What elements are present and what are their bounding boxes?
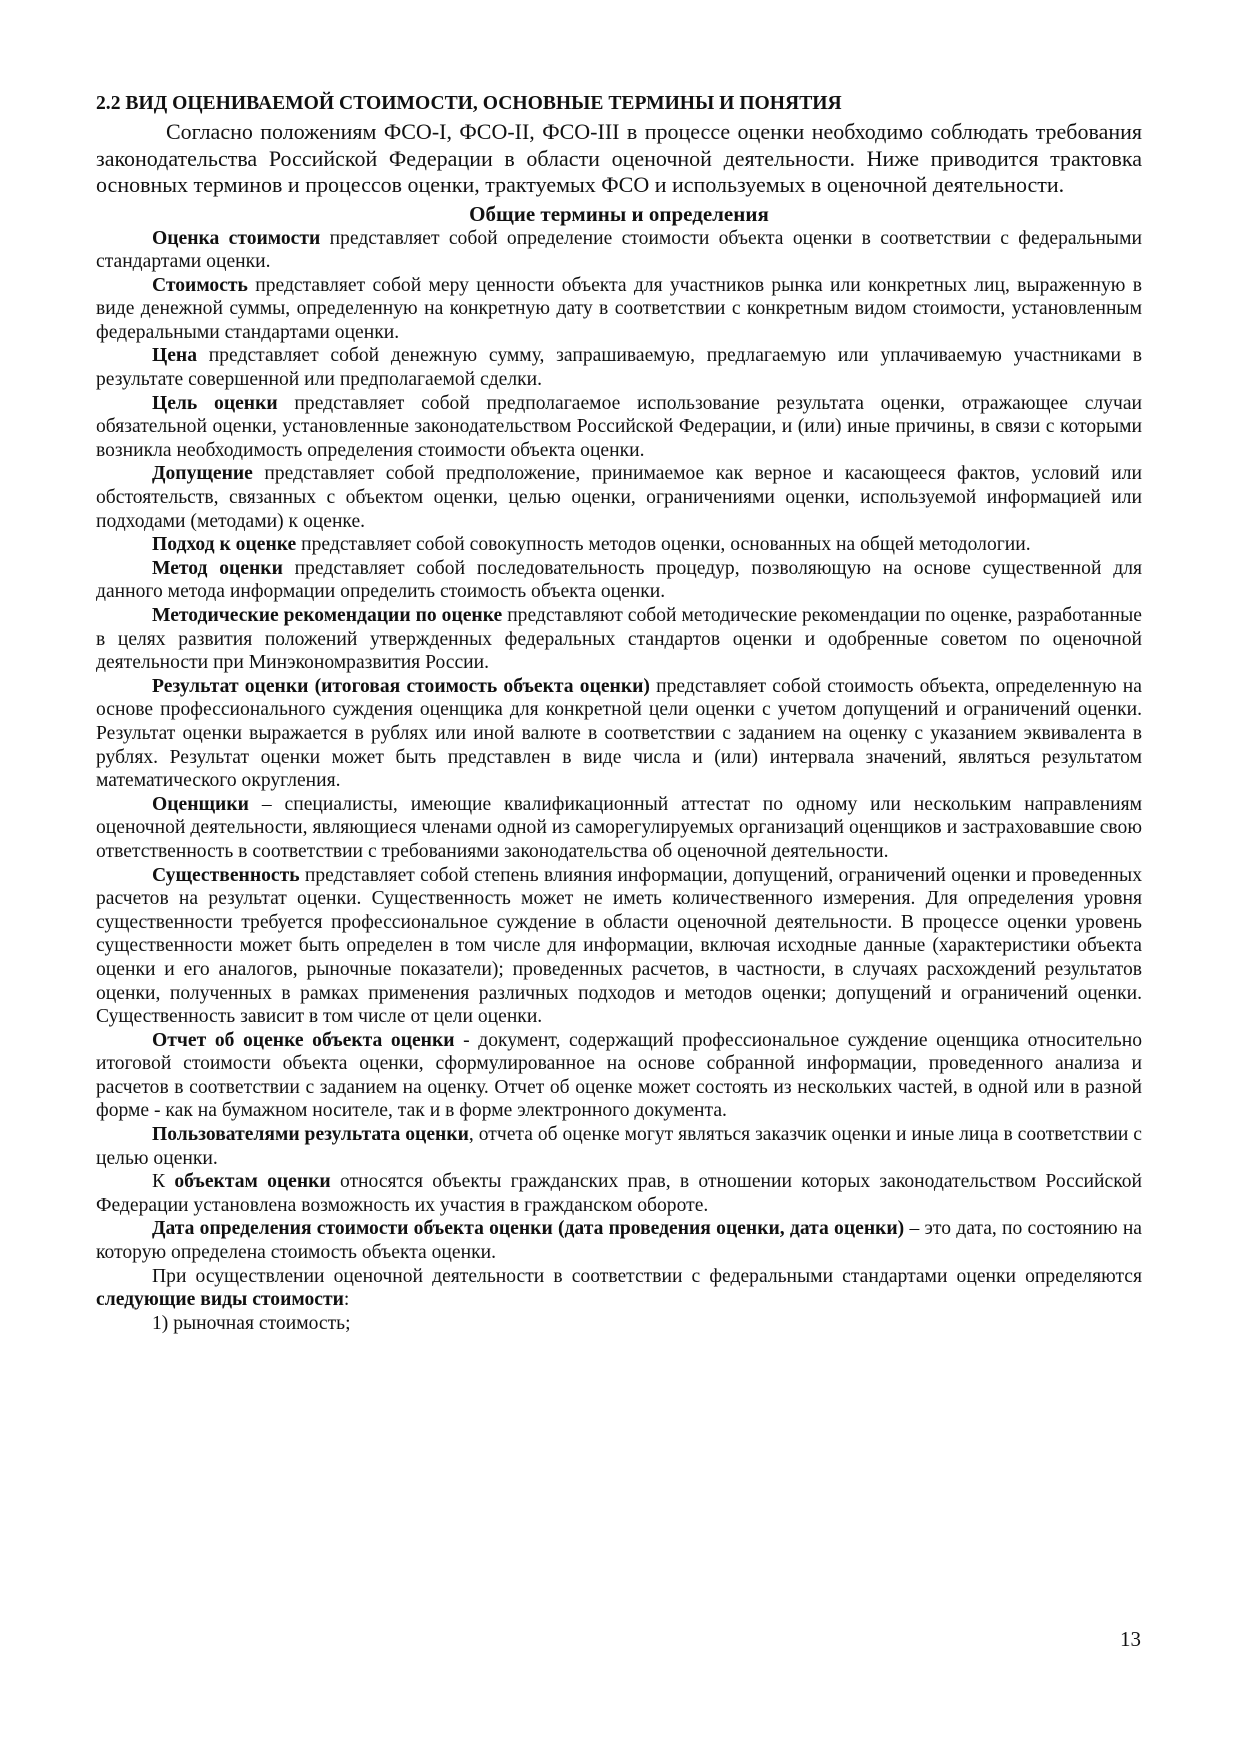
definition-paragraph bbox=[96, 1170, 1142, 1217]
definition-term: Цена bbox=[152, 345, 198, 367]
definition-text: представляет собой определение стоимости объекта оценки в соответствии с федеральными стандартами оценки. bbox=[96, 227, 1142, 273]
definition-paragraph bbox=[96, 344, 1142, 391]
definition-paragraph bbox=[96, 1029, 1142, 1123]
definition-paragraph bbox=[96, 1265, 1142, 1312]
definition-text: представляет собой последовательность процедур, позволяющую на основе существенной для данного метода информации определить стоимость объекта оценки. bbox=[96, 557, 1142, 603]
definition-paragraph bbox=[96, 533, 1142, 557]
definition-term: Отчет об оценке объекта оценки bbox=[152, 1029, 455, 1051]
definition-term: Методические рекомендации по оценке bbox=[152, 605, 503, 626]
definition-paragraph bbox=[96, 793, 1142, 864]
definition-text: представляет собой денежную сумму, запрашиваемую, предлагаемую или уплачиваемую участниками в результате совершенной или предполагаемой сделки. bbox=[96, 345, 1142, 391]
definition-prefix: При осуществлении оценочной деятельности в соответствии с федеральными стандартами оценки определяются bbox=[152, 1265, 1142, 1287]
definition-text: - документ, содержащий профессиональное суждение оценщика относительно итоговой стоимости объекта оценки, сформулированное на основе собранной информации, проведенного анализа и расчетов в соответствии с заданием на оценку. Отчет об оценке может состоять из нескольких частей, в одной или в разной форме - как на бумажном носителе, так и в форме электронного документа. bbox=[96, 1029, 1142, 1122]
definition-paragraph bbox=[96, 1123, 1142, 1170]
definition-term: Цель оценки bbox=[152, 392, 278, 414]
definition-term: Оценка стоимости bbox=[152, 227, 321, 249]
definition-text: представляет собой совокупность методов оценки, основанных на общей методологии. bbox=[296, 534, 1031, 556]
definition-term: Допущение bbox=[152, 463, 253, 485]
definition-term: следующие виды стоимости bbox=[96, 1289, 344, 1311]
definition-paragraph bbox=[96, 392, 1142, 463]
definition-paragraph bbox=[96, 675, 1142, 793]
definition-term: Дата определения стоимости объекта оценки (дата проведения оценки, дата оценки) bbox=[152, 1218, 905, 1240]
definition-paragraph bbox=[96, 604, 1142, 675]
definition-text: представляют собой методические рекомендации по оценке, разработанные в целях развития положений утвержденных федеральных стандартов оценки и одобренные советом по оценочной деятельности при Минэкономразвития России. bbox=[96, 605, 1142, 674]
definition-text: – специалисты, имеющие квалификационный аттестат по одному или нескольким направлениям оценочной деятельности, являющиеся членами одной из саморегулируемых организаций оценщиков и застраховавшие свою ответственность в соответствии с требованиями законодательства об оценочной деятельности. bbox=[96, 793, 1142, 862]
definition-paragraph bbox=[96, 274, 1142, 345]
definition-term: Стоимость bbox=[152, 274, 248, 296]
definition-text: относятся объекты гражданских прав, в отношении которых законодательством Российской Федерации установлена возможность их участия в гражданском обороте. bbox=[96, 1171, 1142, 1216]
definition-term: объектам оценки bbox=[174, 1171, 331, 1193]
definition-term: Оценщики bbox=[152, 793, 249, 815]
intro-paragraph: Согласно положениям ФСО-I, ФСО-II, ФСО-III в процессе оценки необходимо соблюдать требования законодательства Российской Федерации в области оценочной деятельности. Ниже приводится трактовка основных терминов и процессов оценки, трактуемых ФСО и используемых в оценочной деятельности. bbox=[96, 119, 1142, 197]
definition-text: – это дата, по состоянию на которую определена стоимость объекта оценки. bbox=[96, 1218, 1142, 1264]
definition-text: представляет собой стоимость объекта, определенную на основе профессионального суждения оценщика для конкретной цели оценки с учетом допущений и ограничений оценки. Результат оценки выражается в рублях или иной валюте в соответствии с заданием на оценку с указанием эквивалента в рублях. Результат оценки может быть представлен в виде числа и (или) интервала значений, являться результатом математического округления. bbox=[96, 675, 1142, 792]
definition-paragraph bbox=[96, 1217, 1142, 1264]
definition-text: : bbox=[343, 1289, 350, 1311]
document-page bbox=[96, 92, 1142, 1335]
definition-paragraph bbox=[96, 557, 1142, 604]
definition-text: представляет собой меру ценности объекта для участников рынка или конкретных лиц, выраженную в виде денежной суммы, определенную на конкретную дату в соответствии с конкретным видом стоимости, установленным федеральными стандартами оценки. bbox=[96, 274, 1142, 343]
definition-text: представляет собой предполагаемое использование результата оценки, отражающее случаи обязательной оценки, установленные законодательством Российской Федерации, и (или) иные причины, в связи с которыми возникла необходимость определения стоимости объекта оценки. bbox=[96, 392, 1142, 461]
section-title: 2.2 ВИД ОЦЕНИВАЕМОЙ СТОИМОСТИ, ОСНОВНЫЕ ТЕРМИНЫ И ПОНЯТИЯ bbox=[96, 93, 842, 114]
definition-text: , отчета об оценке могут являться заказчик оценки и иные лица в соответствии с целью оценки. bbox=[96, 1124, 1143, 1169]
definition-paragraph bbox=[96, 462, 1142, 533]
definition-text: представляет собой степень влияния информации, допущений, ограничений оценки и проведенных расчетов на результат оценки. Существенность может не иметь количественного измерения. Для определения уровня существенности требуется профессиональное суждение в области оценочной деятельности. В процессе оценки уровень существенности может быть определен в том числе для информации, включая исходные данные (характеристики объекта оценки и его аналогов, рыночные показатели); проведенных расчетов, в частности, в случаях расхождений результатов оценки, полученных в рамках применения различных подходов и методов оценки; допущений и ограничений оценки. Существенность зависит в том числе от цели оценки. bbox=[96, 864, 1142, 1028]
list-item: 1) рыночная стоимость; bbox=[152, 1312, 351, 1334]
page-number: 13 bbox=[1120, 1627, 1141, 1651]
definition-term: Пользователями результата оценки bbox=[152, 1124, 469, 1146]
definition-term: Подход к оценке bbox=[152, 534, 297, 556]
definition-term: Метод оценки bbox=[152, 557, 283, 579]
definition-term: Результат оценки (итоговая стоимость объекта оценки) bbox=[152, 675, 650, 697]
subheading: Общие термины и определения bbox=[469, 201, 769, 226]
definitions-list bbox=[96, 227, 1142, 1312]
definition-paragraph bbox=[96, 227, 1142, 274]
definition-term: Существенность bbox=[152, 864, 300, 886]
definition-paragraph bbox=[96, 864, 1142, 1029]
definition-prefix: К bbox=[152, 1171, 175, 1193]
definition-text: представляет собой предположение, принимаемое как верное и касающееся фактов, условий или обстоятельств, связанных с объектом оценки, целью оценки, ограничениями оценки, используемой информацией или подходами (методами) к оценке. bbox=[96, 463, 1142, 532]
